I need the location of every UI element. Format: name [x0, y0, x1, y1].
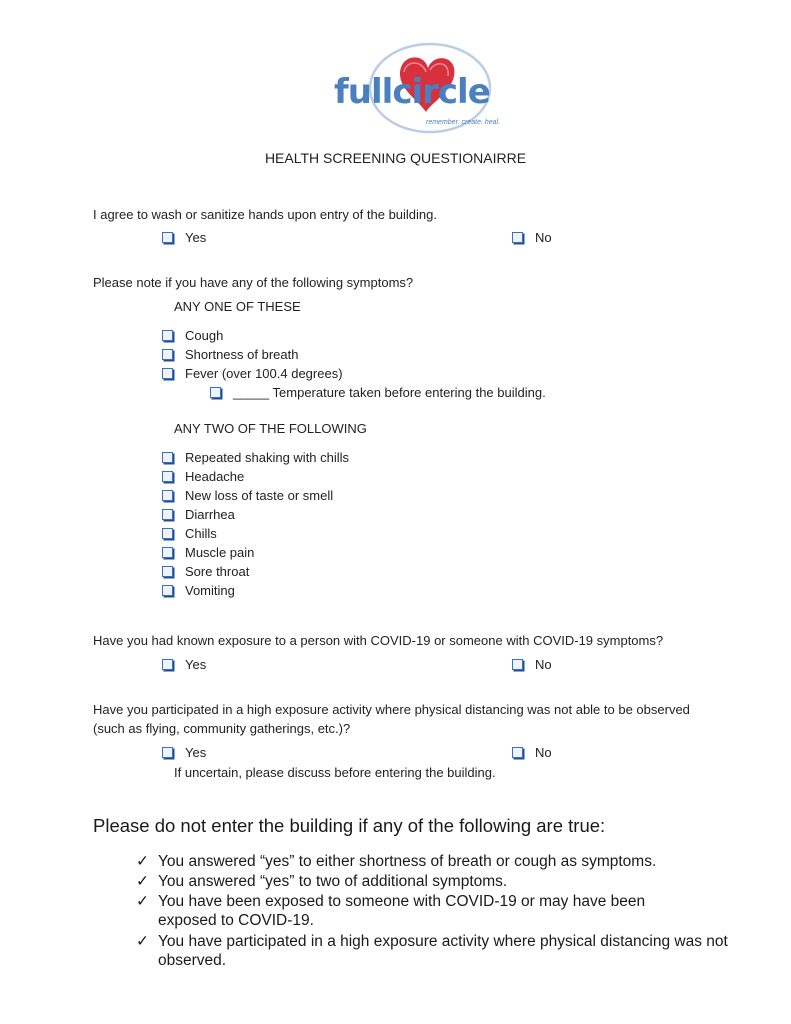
symptom-item[interactable]: Repeated shaking with chills: [162, 450, 349, 465]
symptom-item[interactable]: Fever (over 100.4 degrees): [162, 366, 343, 381]
q1-no-label: No: [535, 230, 552, 245]
q3-no-option[interactable]: No: [512, 657, 552, 672]
q1-yes-option[interactable]: [162, 230, 206, 245]
warning-item: ✓ You have been exposed to someone with COVID-19 or may have been exposed to COVID-19.: [136, 892, 646, 929]
symptom-item[interactable]: Diarrhea: [162, 507, 235, 522]
warning-item: ✓ You have participated in a high exposure activity where physical distancing was not observed.: [136, 932, 728, 969]
checkmark-icon: ✓: [136, 872, 149, 890]
checkbox-icon[interactable]: [162, 349, 173, 360]
q4-yes-option[interactable]: Yes: [162, 745, 206, 760]
question-symptoms: Please note if you have any of the following symptoms?: [93, 275, 414, 290]
full-circle-logo: [330, 40, 520, 140]
symptom-item[interactable]: Shortness of breath: [162, 347, 298, 362]
checkbox-icon[interactable]: [162, 232, 173, 243]
symptom-item[interactable]: Sore throat: [162, 564, 249, 579]
checkbox-icon[interactable]: [162, 471, 173, 482]
symptom-item[interactable]: Headache: [162, 469, 244, 484]
checkbox-icon[interactable]: [512, 659, 523, 670]
uncertain-note: If uncertain, please discuss before entering the building.: [174, 765, 496, 780]
symptom-item[interactable]: Chills: [162, 526, 217, 541]
group1-heading: ANY ONE OF THESE: [174, 299, 301, 314]
checkmark-icon: ✓: [136, 932, 149, 950]
checkbox-icon[interactable]: [512, 747, 523, 758]
checkbox-icon[interactable]: [162, 585, 173, 596]
q3-yes-option[interactable]: Yes: [162, 657, 206, 672]
q1-no-option[interactable]: [512, 230, 552, 245]
checkmark-icon: ✓: [136, 892, 149, 910]
question-exposure: Have you had known exposure to a person with COVID-19 or someone with COVID-19 symptoms?: [93, 633, 664, 648]
checkbox-icon[interactable]: [162, 368, 173, 379]
warning-item: ✓ You answered “yes” to either shortness of breath or cough as symptoms.: [136, 852, 657, 870]
checkbox-icon[interactable]: [162, 659, 173, 670]
symptom-item[interactable]: New loss of taste or smell: [162, 488, 333, 503]
symptom-item[interactable]: Muscle pain: [162, 545, 254, 560]
question-handwash: I agree to wash or sanitize hands upon entry of the building.: [93, 207, 437, 222]
warning-heading: Please do not enter the building if any of the following are true:: [93, 815, 606, 836]
checkmark-icon: ✓: [136, 852, 149, 870]
checkbox-icon[interactable]: [210, 387, 221, 398]
checkbox-icon[interactable]: [162, 547, 173, 558]
checkbox-icon[interactable]: [162, 747, 173, 758]
question-high-exposure-line2: (such as flying, community gatherings, etc.)?: [93, 721, 351, 736]
q4-no-option[interactable]: No: [512, 745, 552, 760]
symptom-item[interactable]: Cough: [162, 328, 223, 343]
question-high-exposure-line1: Have you participated in a high exposure activity where physical distancing was not able to be observed: [93, 702, 690, 717]
page-title: HEALTH SCREENING QUESTIONAIRRE: [264, 150, 527, 166]
warning-item: ✓ You answered “yes” to two of additional symptoms.: [136, 872, 508, 890]
checkbox-icon[interactable]: [162, 528, 173, 539]
checkbox-icon[interactable]: [512, 232, 523, 243]
checkbox-icon[interactable]: [162, 566, 173, 577]
group2-heading: ANY TWO OF THE FOLLOWING: [174, 421, 367, 436]
temperature-item[interactable]: _____ Temperature taken before entering the building.: [210, 385, 546, 400]
logo-tagline: remember. create. heal.: [426, 119, 501, 126]
symptom-item[interactable]: Vomiting: [162, 583, 235, 598]
checkbox-icon[interactable]: [162, 452, 173, 463]
checkbox-icon[interactable]: [162, 330, 173, 341]
checkbox-icon[interactable]: [162, 509, 173, 520]
q1-yes-label: Yes: [185, 230, 207, 245]
logo-wordmark: fullcircle: [334, 72, 490, 112]
checkbox-icon[interactable]: [162, 490, 173, 501]
